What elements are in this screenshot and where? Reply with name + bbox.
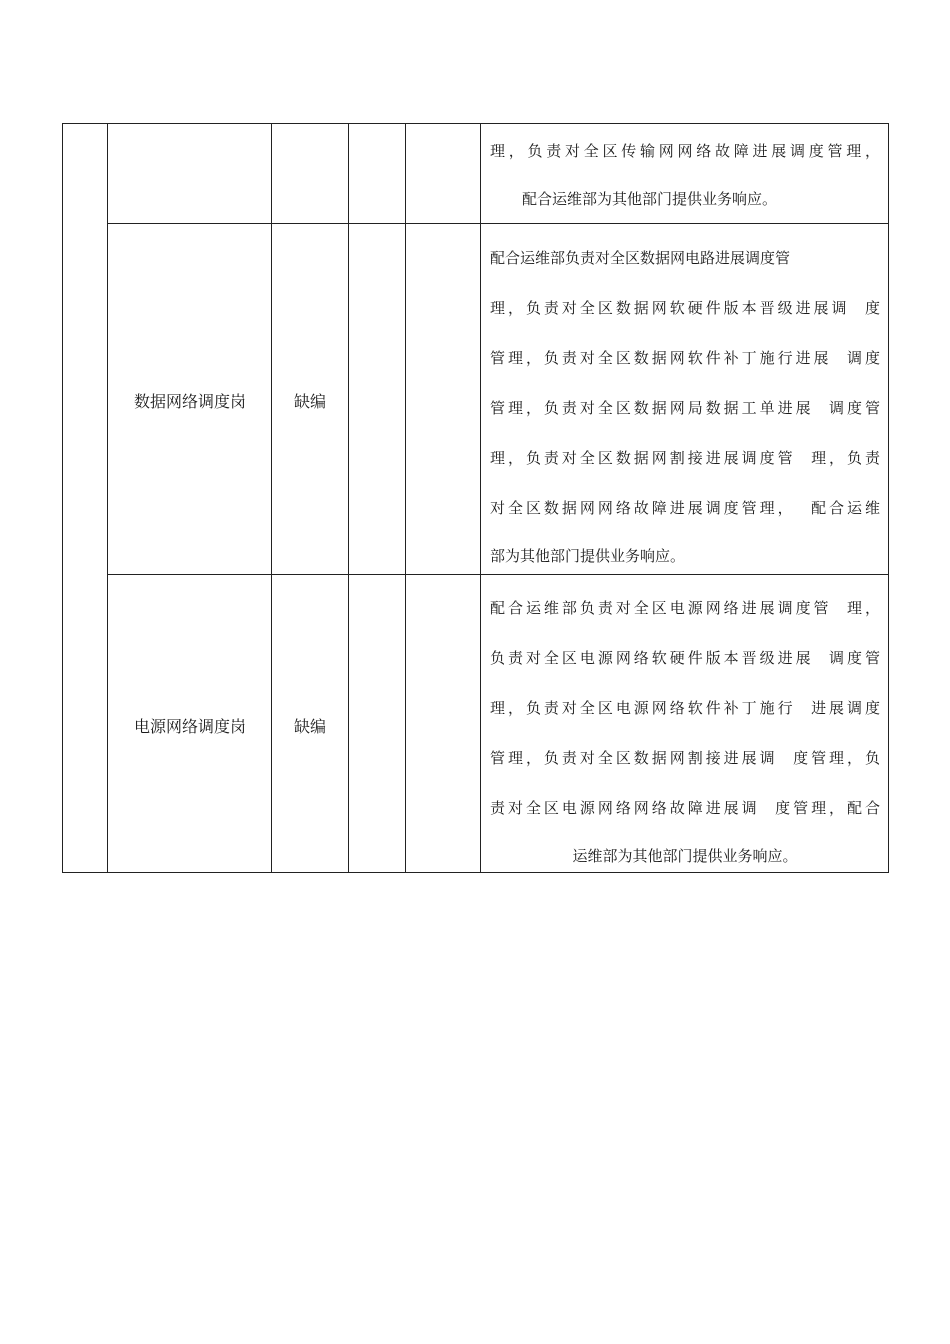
duty-line: 责对全区电源网络网络故障进展调 度管理，配合 [490, 799, 880, 817]
duty-line: 部为其他部门提供业务响应。 [490, 547, 686, 565]
duty-line: 管理，负责对全区数据网割接进展调 度管理，负 [490, 749, 880, 767]
table-border-bottom [62, 872, 889, 873]
staffing-status-cell: 缺编 [293, 717, 326, 736]
post-name-cell: 电源网络调度岗 [133, 717, 246, 736]
duty-line: 配合运维部负责对全区电源网络进展调度管 理， [490, 599, 880, 617]
row-divider [107, 574, 889, 575]
col-divider [480, 123, 481, 873]
row-divider [107, 223, 889, 224]
table-border-right [888, 123, 889, 873]
duty-line: 管理，负责对全区数据网软件补丁施行进展 调度 [490, 349, 880, 367]
staffing-status-cell: 缺编 [293, 392, 326, 411]
duty-line: 配合运维部负责对全区数据网电路进展调度管 [490, 249, 791, 267]
duty-line: 配合运维部为其他部门提供业务响应。 [522, 190, 778, 208]
col-divider [271, 123, 272, 873]
post-name-cell: 数据网络调度岗 [133, 392, 246, 411]
duty-line: 管理，负责对全区数据网局数据工单进展 调度管 [490, 399, 880, 417]
duty-line: 负责对全区电源网络软硬件版本晋级进展 调度管 [490, 649, 880, 667]
col-divider [405, 123, 406, 873]
col-divider [107, 123, 108, 873]
duty-line: 理，负责对全区数据网割接进展调度管 理，负责 [490, 449, 880, 467]
duty-line: 理，负责对全区电源网络软件补丁施行 进展调度 [490, 699, 880, 717]
duty-line: 对全区数据网网络故障进展调度管理， 配合运维 [490, 499, 880, 517]
duty-line: 运维部为其他部门提供业务响应。 [572, 847, 798, 865]
col-divider [348, 123, 349, 873]
table-border-top [62, 123, 889, 124]
duty-line: 理，负责对全区传输网网络故障进展调度管理， [490, 142, 880, 160]
duty-line: 理，负责对全区数据网软硬件版本晋级进展调 度 [490, 299, 880, 317]
table-border-left [62, 123, 63, 873]
